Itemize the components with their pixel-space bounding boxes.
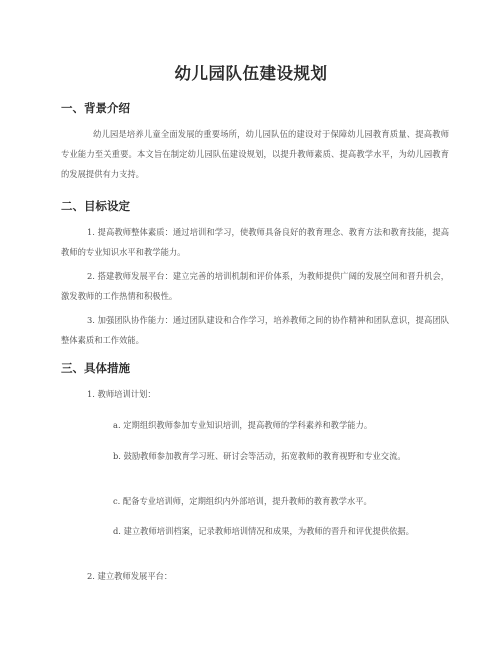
paragraph-goal-3: 3. 加强团队协作能力：通过团队建设和合作学习，培养教师之间的协作精神和团队意识，提高团队整体素质和工作效能。 bbox=[61, 315, 449, 345]
section-heading-measures: 三、具体措施 bbox=[61, 361, 130, 375]
paragraph-measure-2: 2. 建立教师发展平台： bbox=[87, 571, 173, 581]
paragraph-measure-1d: d. 建立教师培训档案，记录教师培训情况和成果，为教师的晋升和评优提供依据。 bbox=[113, 526, 414, 536]
section-heading-goals: 二、目标设定 bbox=[61, 199, 130, 213]
paragraph-measure-1b: b. 鼓励教师参加教育学习班、研讨会等活动，拓宽教师的教育视野和专业交流。 bbox=[113, 451, 406, 461]
paragraph-goal-1: 1. 提高教师整体素质：通过培训和学习，使教师具备良好的教育理念、教育方法和教育技能，提高教师的专业知识水平和教学能力。 bbox=[61, 227, 449, 257]
section-heading-background: 一、背景介绍 bbox=[61, 101, 130, 115]
paragraph-background: 幼儿园是培养儿童全面发展的重要场所，幼儿园队伍的建设对于保障幼儿园教育质量、提高教师专业能力至关重要。本文旨在制定幼儿园队伍建设规划，以提升教师素质、提高教学水平，为幼儿园教育的发展提供有力支持。 bbox=[61, 129, 449, 179]
document-title: 幼儿园队伍建设规划 bbox=[174, 64, 328, 83]
paragraph-measure-1: 1. 教师培训计划： bbox=[87, 389, 156, 399]
paragraph-goal-2: 2. 搭建教师发展平台：建立完善的培训机制和评价体系，为教师提供广阔的发展空间和晋升机会，激发教师的工作热情和积极性。 bbox=[61, 271, 449, 301]
paragraph-measure-1a: a. 定期组织教师参加专业知识培训，提高教师的学科素养和教学能力。 bbox=[113, 420, 373, 430]
paragraph-measure-1c: c. 配备专业培训师，定期组织内外部培训，提升教师的教育教学水平。 bbox=[113, 496, 372, 506]
